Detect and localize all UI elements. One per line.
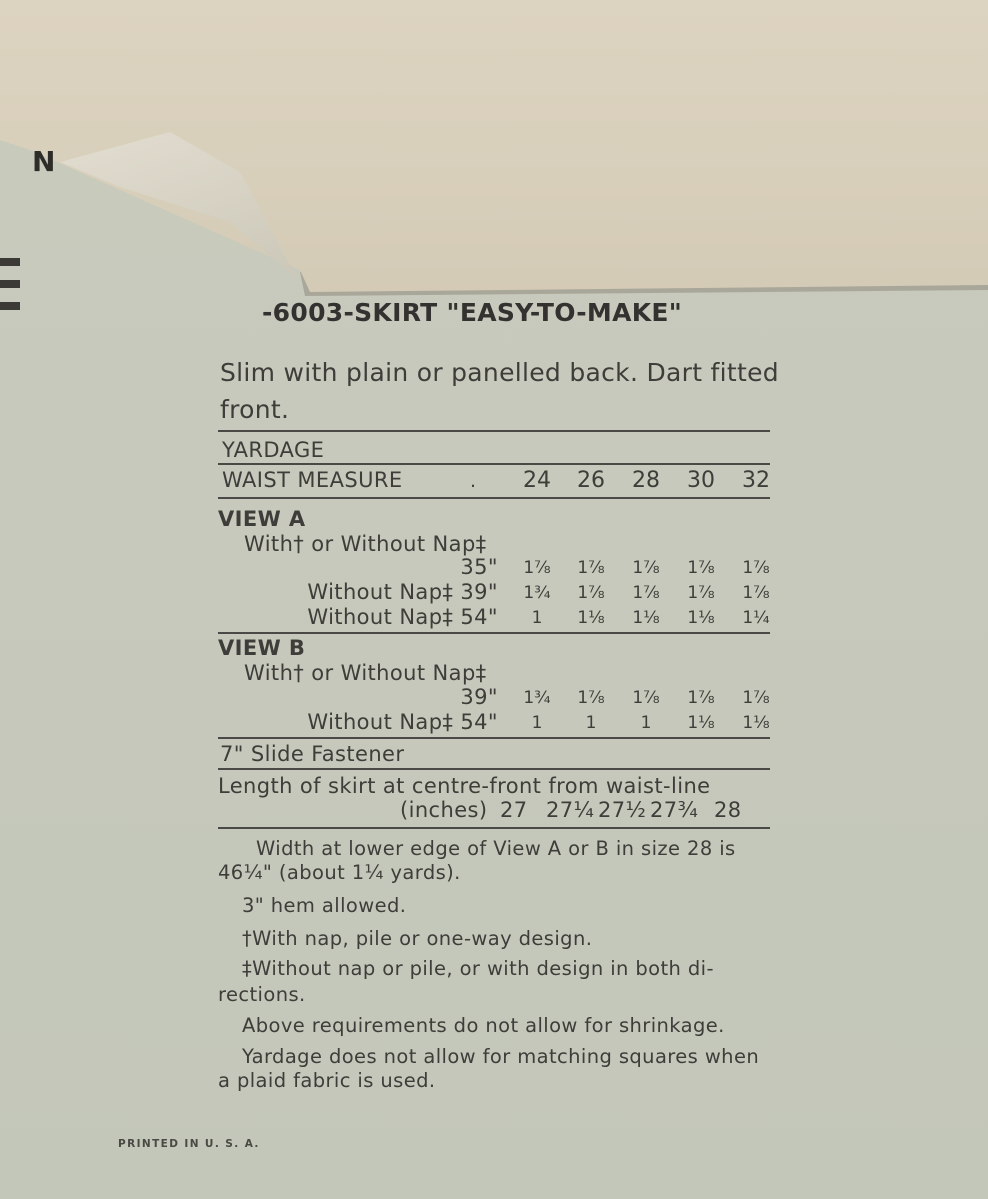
yardage-cell: 1⅞ bbox=[687, 688, 715, 708]
length-label: Length of skirt at centre-front from waist-line bbox=[218, 774, 711, 798]
divider bbox=[218, 827, 770, 829]
waist-dot: . bbox=[470, 470, 477, 492]
hem-note: 3" hem allowed. bbox=[242, 894, 407, 917]
divider bbox=[218, 463, 770, 465]
yardage-cell: 1¾ bbox=[523, 688, 551, 708]
yardage-cell: 1 bbox=[585, 713, 597, 733]
divider bbox=[218, 497, 770, 499]
size-header: 28 bbox=[632, 468, 660, 493]
yardage-label: YARDAGE bbox=[222, 438, 325, 462]
divider bbox=[218, 737, 770, 739]
yardage-cell: 1¾ bbox=[523, 583, 551, 603]
width-note-line2: 46¼" (about 1¼ yards). bbox=[218, 861, 461, 884]
plaid-note-line1: Yardage does not allow for matching squares when bbox=[242, 1045, 760, 1068]
view-b-nap-label: With† or Without Nap‡ bbox=[244, 661, 487, 685]
yardage-cell: 1 bbox=[640, 713, 652, 733]
edge-letter: N bbox=[32, 145, 56, 178]
length-value: 27¾ bbox=[650, 798, 699, 822]
yardage-cell: 1⅞ bbox=[632, 558, 660, 578]
shrinkage-note: Above requirements do not allow for shrinkage. bbox=[242, 1014, 725, 1037]
inches-label: (inches) bbox=[400, 798, 488, 822]
nap-note: †With nap, pile or one-way design. bbox=[242, 927, 593, 950]
yardage-cell: 1⅞ bbox=[687, 558, 715, 578]
yardage-cell: 1⅞ bbox=[577, 583, 605, 603]
yardage-cell: 1⅛ bbox=[577, 608, 605, 628]
edge-bar bbox=[0, 302, 20, 310]
printed-in-usa: PRINTED IN U. S. A. bbox=[118, 1138, 260, 1150]
row-label: Without Nap‡ 39" bbox=[307, 580, 498, 604]
yardage-cell: 1 bbox=[531, 713, 543, 733]
width-note-line1: Width at lower edge of View A or B in size 28 is bbox=[256, 837, 736, 860]
slide-fastener: 7" Slide Fastener bbox=[220, 742, 405, 766]
size-header: 30 bbox=[687, 468, 715, 493]
divider bbox=[218, 430, 770, 432]
pattern-title: -6003-SKIRT "EASY-TO-MAKE" bbox=[262, 298, 683, 327]
yardage-cell: 1¼ bbox=[742, 608, 770, 628]
length-value: 27 bbox=[500, 798, 528, 822]
edge-bar bbox=[0, 258, 20, 266]
length-value: 27½ bbox=[598, 798, 647, 822]
size-header: 24 bbox=[523, 468, 551, 493]
pattern-description: Slim with plain or panelled back. Dart fitted front. bbox=[220, 358, 779, 424]
yardage-cell: 1 bbox=[531, 608, 543, 628]
yardage-cell: 1⅞ bbox=[523, 558, 551, 578]
row-label: Without Nap‡ 54" bbox=[307, 710, 498, 734]
without-nap-note-line2: rections. bbox=[218, 983, 306, 1006]
row-label: 39" bbox=[460, 685, 498, 709]
yardage-cell: 1⅞ bbox=[742, 688, 770, 708]
yardage-cell: 1⅛ bbox=[687, 608, 715, 628]
yardage-cell: 1⅞ bbox=[632, 688, 660, 708]
plaid-note-line2: a plaid fabric is used. bbox=[218, 1069, 436, 1092]
view-a-nap-label: With† or Without Nap‡ bbox=[244, 532, 487, 556]
size-header: 26 bbox=[577, 468, 605, 493]
view-b-label: VIEW B bbox=[218, 636, 306, 660]
without-nap-note-line1: ‡Without nap or pile, or with design in both di- bbox=[242, 957, 714, 980]
edge-bar bbox=[0, 280, 20, 288]
view-a-label: VIEW A bbox=[218, 507, 306, 531]
size-header: 32 bbox=[742, 468, 770, 493]
yardage-cell: 1⅞ bbox=[577, 558, 605, 578]
yardage-cell: 1⅞ bbox=[742, 558, 770, 578]
yardage-cell: 1⅛ bbox=[632, 608, 660, 628]
yardage-cell: 1⅛ bbox=[742, 713, 770, 733]
yardage-cell: 1⅞ bbox=[577, 688, 605, 708]
yardage-cell: 1⅛ bbox=[687, 713, 715, 733]
waist-measure-label: WAIST MEASURE bbox=[222, 468, 403, 492]
length-value: 27¼ bbox=[546, 798, 595, 822]
yardage-cell: 1⅞ bbox=[687, 583, 715, 603]
divider bbox=[218, 632, 770, 634]
divider bbox=[218, 768, 770, 770]
row-label: 35" bbox=[460, 555, 498, 579]
yardage-cell: 1⅞ bbox=[742, 583, 770, 603]
length-value: 28 bbox=[714, 798, 742, 822]
yardage-cell: 1⅞ bbox=[632, 583, 660, 603]
row-label: Without Nap‡ 54" bbox=[307, 605, 498, 629]
